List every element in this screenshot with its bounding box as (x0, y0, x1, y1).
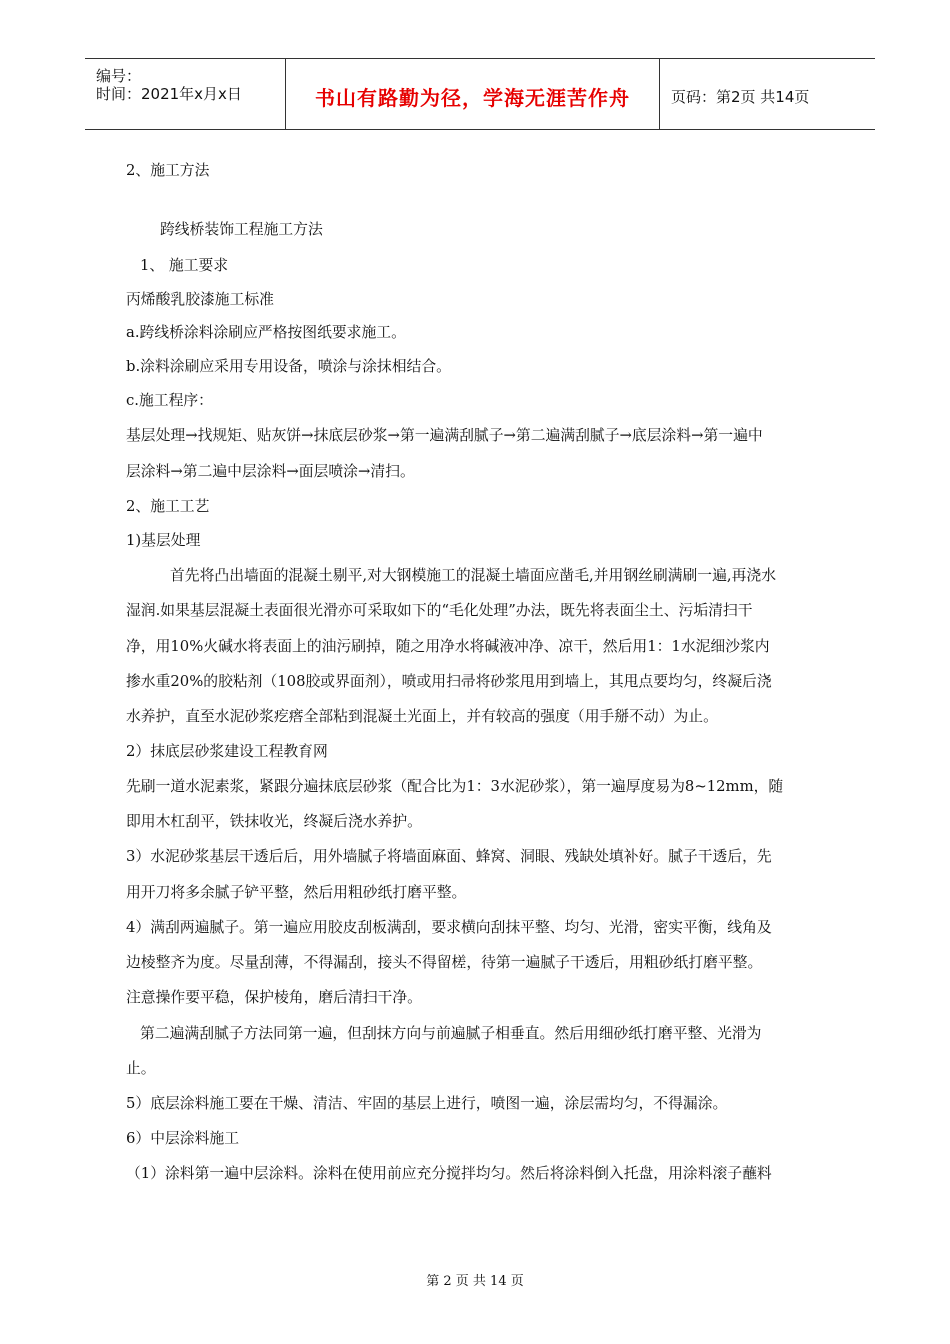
paragraph-line: 用开刀将多余腻子铲平整，然后用粗砂纸打磨平整。 (126, 884, 467, 901)
header-motto: 书山有路勤为径，学海无涯苦作舟 (315, 86, 630, 110)
paragraph-line: 止。 (126, 1060, 156, 1077)
subsection-heading: 6）中层涂料施工 (126, 1130, 239, 1147)
paragraph-line: b.涂料涂刷应采用专用设备，喷涂与涂抹相结合。 (126, 358, 451, 375)
paragraph-line: 先刷一道水泥素浆，紧跟分遍抹底层砂浆（配合比为1：3水泥砂浆），第一遍厚度易为8~12mm，随 (126, 778, 784, 795)
subsection-heading: 1)基层处理 (126, 532, 201, 549)
paragraph-line: 净，用10%火碱水将表面上的油污刷掉，随之用净水将碱液冲净、凉干，然后用1：1水泥细沙浆内 (126, 638, 770, 655)
paragraph-line: 湿润.如果基层混凝土表面很光滑亦可采取如下的“毛化处理”办法，既先将表面尘土、污垢清扫干 (126, 602, 753, 619)
header-info-cell (85, 59, 286, 129)
header-motto-cell (286, 59, 660, 129)
page-footer: 第 2 页 共 14 页 (426, 1274, 524, 1289)
paragraph-line: 水养护，直至水泥砂浆疙瘩全部粘到混凝土光面上，并有较高的强度（用手掰不动）为止。 (126, 708, 718, 725)
paragraph-line: （1）涂料第一遍中层涂料。涂料在使用前应充分搅拌均匀。然后将涂料倒入托盘，用涂料滚子蘸料 (126, 1165, 772, 1182)
subsection-heading: 1、 施工要求 (140, 257, 229, 274)
paragraph-line: 第二遍满刮腻子方法同第一遍，但刮抹方向与前遍腻子相垂直。然后用细砂纸打磨平整、光滑为 (140, 1025, 762, 1042)
subsection-heading: 2）抹底层砂浆建设工程教育网 (126, 743, 328, 760)
paragraph-line: 掺水重20%的胶粘剂（108胶或界面剂），喷或用扫帚将砂浆甩用到墙上，其甩点要均匀，终凝后浇 (126, 673, 772, 690)
paragraph-line: 层涂料→第二遍中层涂料→面层喷涂→清扫。 (126, 463, 415, 480)
document-date-label: 时间：2021年x月x日 (96, 85, 242, 103)
paragraph-line: 注意操作要平稳，保护棱角，磨后清扫干净。 (126, 989, 422, 1006)
paragraph-line: 首先将凸出墙面的混凝土剔平,对大钢模施工的混凝土墙面应凿毛,并用钢丝刷满刷一遍,再浇水 (170, 567, 776, 584)
page-header (85, 58, 875, 130)
subsection-title: 跨线桥装饰工程施工方法 (160, 221, 323, 238)
paragraph-line: a.跨线桥涂料涂刷应严格按图纸要求施工。 (126, 324, 406, 341)
paragraph-line: 3）水泥砂浆基层干透后后，用外墙腻子将墙面麻面、蜂窝、洞眼、残缺处填补好。腻子干透后，先 (126, 848, 772, 865)
section-heading: 2、施工方法 (126, 162, 210, 179)
paragraph-line: 丙烯酸乳胶漆施工标准 (126, 291, 274, 308)
paragraph-line: 基层处理→找规矩、贴灰饼→抹底层砂浆→第一遍满刮腻子→第二遍满刮腻子→底层涂料→第一遍中 (126, 427, 763, 444)
paragraph-line: 5）底层涂料施工要在干燥、清洁、牢固的基层上进行，喷图一遍，涂层需均匀，不得漏涂。 (126, 1095, 728, 1112)
header-page-cell (661, 59, 875, 129)
paragraph-line: c.施工程序： (126, 392, 213, 409)
paragraph-line: 4）满刮两遍腻子。第一遍应用胶皮刮板满刮，要求横向刮抹平整、均匀、光滑，密实平衡，线角及 (126, 919, 772, 936)
header-page-info: 页码：第2页 共14页 (671, 88, 810, 106)
section-heading: 2、施工工艺 (126, 498, 210, 515)
paragraph-line: 边棱整齐为度。尽量刮薄，不得漏刮，接头不得留槎，待第一遍腻子干透后，用粗砂纸打磨平整。 (126, 954, 763, 971)
paragraph-line: 即用木杠刮平，铁抹收光，终凝后浇水养护。 (126, 813, 422, 830)
document-number-label: 编号： (96, 67, 142, 85)
